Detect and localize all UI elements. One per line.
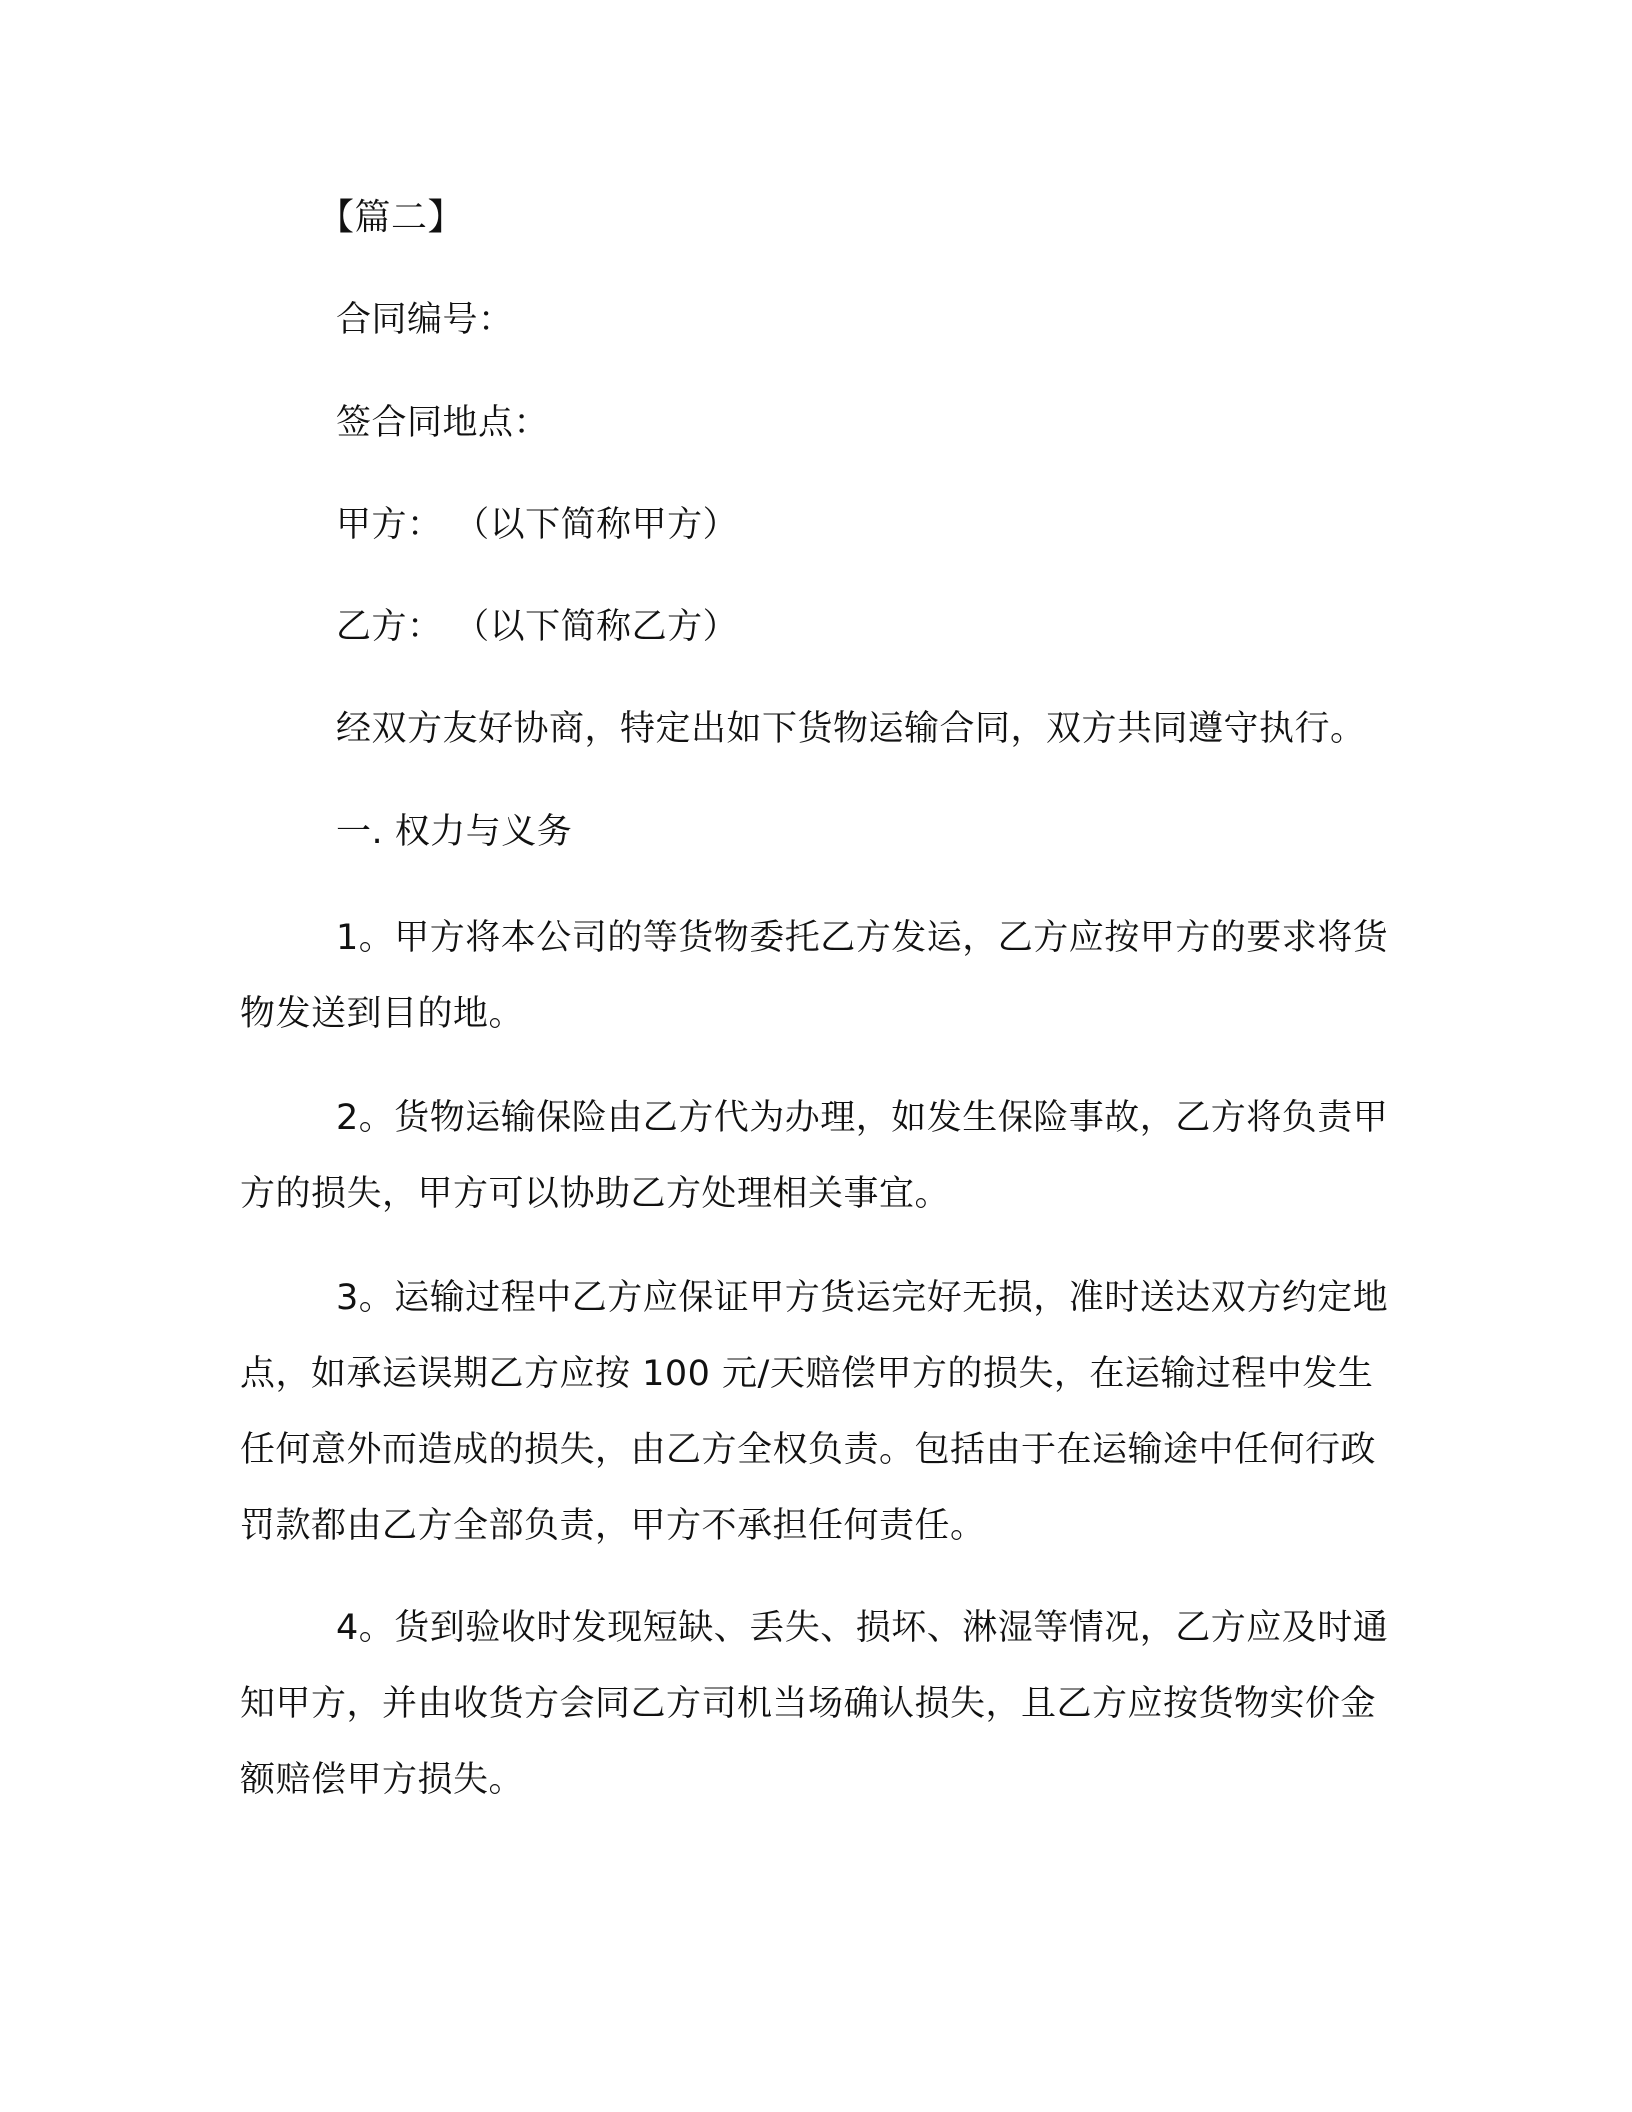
intro-paragraph: 经双方友好协商，特定出如下货物运输合同，双方共同遵守执行。 bbox=[336, 709, 1366, 749]
clause-4: 4。货到验收时发现短缺、丢失、损坏、淋湿等情况，乙方应及时通知甲方，并由收货方会同乙方司机当场确认损失，且乙方应按货物实价金额赔偿甲方损失。 bbox=[240, 1608, 1389, 1800]
clause-1: 1。甲方将本公司的等货物委托乙方发运，乙方应按甲方的要求将货物发送到目的地。 bbox=[240, 918, 1389, 1034]
signing-place-label: 签合同地点： bbox=[336, 403, 550, 443]
party-a-line: 甲方： （以下简称甲方） bbox=[336, 505, 739, 545]
party-b-line: 乙方： （以下简称乙方） bbox=[336, 607, 739, 647]
section-heading: 【篇二】 bbox=[318, 197, 465, 238]
clause-3: 3。运输过程中乙方应保证甲方货运完好无损，准时送达双方约定地点，如承运误期乙方应按 100 元/天赔偿甲方的损失，在运输过程中发生任何意外而造成的损失，由乙方全权负责。包括由于在运输途中任何行政罚款都由乙方全部负责，甲方不承担任何责任。 bbox=[240, 1278, 1389, 1546]
clause-2: 2。货物运输保险由乙方代为办理，如发生保险事故，乙方将负责甲方的损失，甲方可以协助乙方处理相关事宜。 bbox=[240, 1098, 1389, 1214]
section-one-title: 一. 权力与义务 bbox=[336, 812, 573, 852]
contract-number-label: 合同编号： bbox=[336, 300, 514, 340]
